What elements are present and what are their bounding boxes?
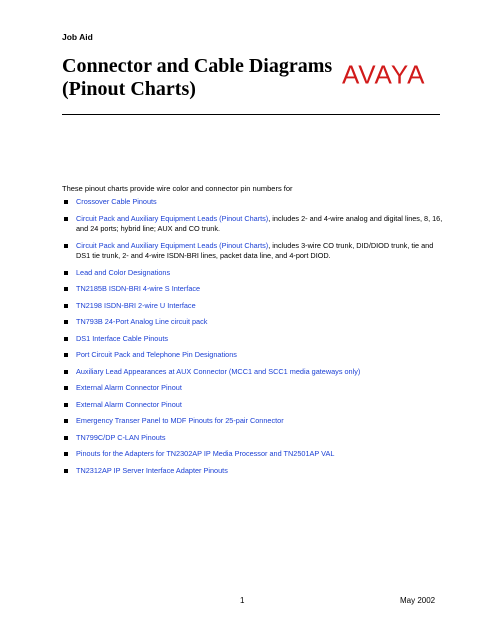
list-item xyxy=(62,449,447,460)
list-item xyxy=(62,317,447,328)
item-link[interactable]: Emergency Transer Panel to MDF Pinouts for 25-pair Connector xyxy=(76,416,284,425)
list-item xyxy=(62,466,447,477)
item-link[interactable]: Pinouts for the Adapters for TN2302AP IP Media Processor and TN2501AP VAL xyxy=(76,449,335,458)
bullet-icon xyxy=(64,386,68,390)
logo-text: AVAYA xyxy=(342,60,426,90)
item-link[interactable]: TN2185B ISDN-BRI 4-wire S Interface xyxy=(76,284,201,293)
bullet-icon xyxy=(64,469,68,473)
item-link[interactable]: TN2312AP IP Server Interface Adapter Pinouts xyxy=(76,465,228,475)
item-link[interactable]: Crossover Cable Pinouts xyxy=(76,197,157,206)
title-line-1: Connector and Cable Diagrams xyxy=(62,55,333,77)
list-item xyxy=(62,268,447,279)
list-item xyxy=(62,367,447,378)
item-link[interactable]: Lead and Color Designations xyxy=(76,267,171,277)
list-item xyxy=(62,400,447,411)
bullet-icon xyxy=(64,304,68,308)
intro-text: These pinout charts provide wire color and connector pin numbers for xyxy=(62,184,293,193)
document-label: Job Aid xyxy=(62,32,93,42)
item-link[interactable]: External Alarm Connector Pinout xyxy=(76,399,182,409)
item-link[interactable]: TN2198 ISDN-BRI 2-wire U Interface xyxy=(76,300,196,310)
bullet-icon xyxy=(64,217,68,221)
bullet-icon xyxy=(64,419,68,423)
page-number: 1 xyxy=(240,596,245,605)
bullet-icon xyxy=(64,353,68,357)
list-item xyxy=(62,433,447,444)
page-title xyxy=(62,55,352,101)
bullet-icon xyxy=(64,370,68,374)
item-link[interactable]: TN793B 24-Port Analog Line circuit pack xyxy=(76,317,208,326)
list-item xyxy=(62,241,447,262)
item-link[interactable]: Port Circuit Pack and Telephone Pin Designations xyxy=(76,350,237,359)
list-item xyxy=(62,214,447,235)
item-description: , includes 2- and 4-wire analog and digital lines, 8, 16, and 24 ports; hybrid line; AUX and CO trunk. xyxy=(76,213,443,233)
item-link[interactable]: TN799C/DP C-LAN Pinouts xyxy=(76,432,166,442)
item-link[interactable]: Auxiliary Lead Appearances at AUX Connector (MCC1 and SCC1 media gateways only) xyxy=(76,366,361,376)
item-link[interactable]: Circuit Pack and Auxiliary Equipment Leads (Pinout Charts) xyxy=(76,213,269,223)
list-item xyxy=(62,383,447,394)
list-item xyxy=(62,416,447,427)
item-link[interactable]: DS1 Interface Cable Pinouts xyxy=(76,333,169,343)
list-item xyxy=(62,301,447,312)
item-link[interactable]: External Alarm Connector Pinout xyxy=(76,383,182,392)
item-description: , includes 3-wire CO trunk, DID/DIOD trunk, tie and DS1 tie trunk, 2- and 4-wire ISDN-BRI lines, packet data line, and 4-port DIOD. xyxy=(76,240,434,260)
bullet-icon xyxy=(64,244,68,248)
bullet-icon xyxy=(64,436,68,440)
header-divider xyxy=(62,114,440,115)
list-item xyxy=(62,284,447,295)
bullet-icon xyxy=(64,452,68,456)
pinout-link-list xyxy=(62,197,447,482)
title-line-2: (Pinout Charts) xyxy=(62,78,196,100)
bullet-icon xyxy=(64,320,68,324)
avaya-logo xyxy=(342,60,446,90)
bullet-icon xyxy=(64,403,68,407)
list-item xyxy=(62,334,447,345)
item-link[interactable]: Circuit Pack and Auxiliary Equipment Leads (Pinout Charts) xyxy=(76,240,269,250)
list-item xyxy=(62,197,447,208)
list-item xyxy=(62,350,447,361)
bullet-icon xyxy=(64,200,68,204)
footer-date: May 2002 xyxy=(400,596,436,605)
bullet-icon xyxy=(64,271,68,275)
bullet-icon xyxy=(64,337,68,341)
bullet-icon xyxy=(64,287,68,291)
